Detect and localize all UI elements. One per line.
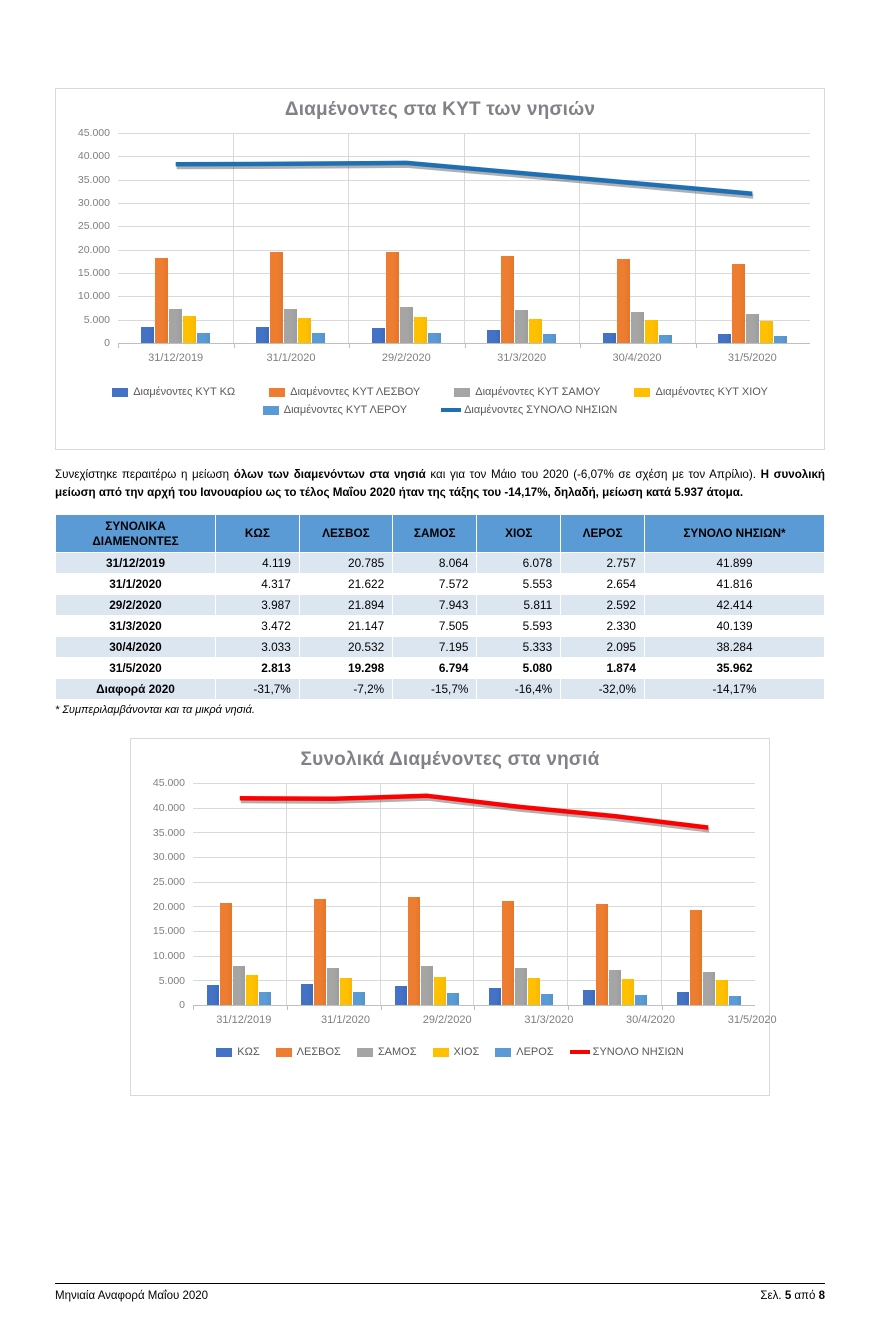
table-cell-value: 4.119 bbox=[216, 553, 300, 574]
table-cell-value: 5.080 bbox=[477, 658, 561, 679]
bar bbox=[197, 333, 210, 343]
legend-item[interactable] bbox=[357, 1046, 417, 1058]
bar bbox=[421, 966, 433, 1005]
table-cell-value: 6.078 bbox=[477, 553, 561, 574]
para-bold-1: όλων των διαμενόντων στα νησιά bbox=[233, 468, 426, 481]
table-header-row bbox=[56, 514, 825, 552]
table-cell-value: 1.874 bbox=[561, 658, 645, 679]
bar bbox=[487, 330, 500, 343]
y-axis-tick-label: 5.000 bbox=[83, 313, 110, 326]
table-row bbox=[56, 658, 825, 679]
table-cell-value: -7,2% bbox=[299, 679, 392, 700]
legend-color-swatch bbox=[634, 388, 650, 397]
bar bbox=[716, 980, 728, 1005]
bar bbox=[583, 990, 595, 1005]
bar-group bbox=[118, 133, 234, 343]
bar-groups bbox=[118, 133, 810, 343]
bar bbox=[207, 985, 219, 1005]
table-header-cell: ΛΕΣΒΟΣ bbox=[299, 514, 392, 552]
y-axis-tick-label: 10.000 bbox=[77, 290, 110, 303]
table-cell-value: -15,7% bbox=[393, 679, 477, 700]
table-cell-value: 35.962 bbox=[645, 658, 825, 679]
y-axis-tick-label: 30.000 bbox=[77, 197, 110, 209]
bar bbox=[169, 309, 182, 343]
table-cell-label: 31/5/2020 bbox=[56, 658, 216, 679]
table-cell-value: 21.147 bbox=[299, 616, 392, 637]
legend-color-swatch bbox=[433, 1048, 449, 1057]
table-cell-value: 5.593 bbox=[477, 616, 561, 637]
x-axis-tick-label: 31/1/2020 bbox=[266, 352, 316, 364]
y-axis-tick-label: 5.000 bbox=[158, 974, 185, 987]
axis-tick bbox=[465, 343, 466, 348]
legend-label: Διαμένοντες ΚΥΤ ΣΑΜΟΥ bbox=[475, 386, 601, 398]
table-cell-label: 31/12/2019 bbox=[56, 553, 216, 574]
axis-tick bbox=[193, 1005, 194, 1010]
bar bbox=[155, 258, 168, 343]
footer-left-text: Μηνιαία Αναφορά Μαΐου 2020 bbox=[55, 1290, 209, 1302]
axis-tick bbox=[287, 1005, 288, 1010]
chart-title: Συνολικά Διαμένοντες στα νησιά bbox=[300, 749, 600, 771]
chart-kyt-islands bbox=[55, 88, 825, 450]
y-axis-tick-label: 0 bbox=[179, 999, 185, 1012]
legend-item[interactable] bbox=[433, 1046, 480, 1058]
table-cell-value: 2.757 bbox=[561, 553, 645, 574]
document-page bbox=[0, 88, 880, 1096]
x-axis-tick-label: 31/3/2020 bbox=[524, 1014, 574, 1027]
x-axis-labels bbox=[118, 352, 810, 364]
legend-label: ΛΕΡΟΣ bbox=[516, 1046, 554, 1059]
bar bbox=[529, 319, 542, 344]
table-cell-label: Διαφορά 2020 bbox=[56, 679, 216, 700]
table-cell-value: -31,7% bbox=[216, 679, 300, 700]
table-cell-value: 5.333 bbox=[477, 637, 561, 658]
table-cell-value: 4.317 bbox=[216, 574, 300, 595]
footer-page-prefix: Σελ. bbox=[760, 1290, 785, 1302]
bar bbox=[635, 995, 647, 1005]
x-axis-tick-label: 31/12/2019 bbox=[216, 1014, 272, 1027]
bar bbox=[400, 307, 413, 343]
bar bbox=[327, 968, 339, 1005]
bar bbox=[543, 334, 556, 343]
y-axis-tick-label: 20.000 bbox=[152, 900, 185, 913]
bar bbox=[298, 318, 311, 343]
x-axis-tick-label: 29/2/2020 bbox=[422, 1014, 472, 1027]
y-axis-tick-label: 30.000 bbox=[152, 851, 185, 864]
chart-legend bbox=[139, 1046, 761, 1058]
bar bbox=[617, 259, 630, 343]
bar bbox=[183, 316, 196, 343]
summary-paragraph bbox=[55, 466, 825, 502]
y-axis-tick-label: 25.000 bbox=[152, 876, 185, 889]
table-cell-value: 21.894 bbox=[299, 595, 392, 616]
table-cell-label: 31/3/2020 bbox=[56, 616, 216, 637]
para-text-2: και για τον Μάιο του 2020 (-6,07% σε σχέση με τον Απρίλιο). bbox=[425, 468, 761, 481]
legend-item[interactable] bbox=[454, 386, 600, 398]
y-axis-tick-label: 40.000 bbox=[152, 802, 185, 815]
table-cell-value: 7.572 bbox=[393, 574, 477, 595]
chart-plot-area bbox=[64, 127, 816, 349]
table-cell-value: 2.592 bbox=[561, 595, 645, 616]
legend-item[interactable] bbox=[112, 386, 235, 398]
legend-item[interactable] bbox=[495, 1046, 553, 1058]
table-cell-value: 41.899 bbox=[645, 553, 825, 574]
bar-group bbox=[474, 783, 568, 1005]
bar bbox=[270, 252, 283, 343]
bar bbox=[502, 901, 514, 1005]
bar bbox=[596, 904, 608, 1005]
y-axis-tick-label: 45.000 bbox=[77, 127, 110, 139]
legend-color-swatch bbox=[269, 388, 285, 397]
chart-title: Διαμένοντες στα ΚΥΤ των νησιών bbox=[284, 99, 596, 120]
bar bbox=[515, 968, 527, 1005]
table-cell-value: 3.472 bbox=[216, 616, 300, 637]
y-axis-tick-label: 20.000 bbox=[77, 243, 110, 256]
table-cell-value: -14,17% bbox=[645, 679, 825, 700]
legend-color-swatch bbox=[495, 1048, 511, 1057]
legend-item[interactable] bbox=[263, 404, 407, 416]
x-axis-labels bbox=[193, 1014, 803, 1026]
table-cell-value: 38.284 bbox=[645, 637, 825, 658]
y-axis-tick-label: 40.000 bbox=[77, 150, 110, 163]
axis-tick bbox=[349, 343, 350, 348]
legend-label: ΣΥΝΟΛΟ ΝΗΣΙΩΝ bbox=[592, 1046, 684, 1059]
bar bbox=[541, 994, 553, 1005]
footer-current-page: 5 bbox=[784, 1290, 792, 1302]
table-row bbox=[56, 679, 825, 700]
y-axis-tick-label: 25.000 bbox=[77, 220, 110, 233]
bar bbox=[774, 336, 787, 343]
bar bbox=[732, 264, 745, 343]
table-cell-value: 2.813 bbox=[216, 658, 300, 679]
table-cell-value: 21.622 bbox=[299, 574, 392, 595]
y-axis-labels bbox=[139, 777, 191, 1012]
table-cell-value: 40.139 bbox=[645, 616, 825, 637]
legend-color-swatch bbox=[454, 388, 470, 397]
x-axis-tick-label: 31/3/2020 bbox=[497, 352, 547, 364]
footer-total-pages: 8 bbox=[818, 1290, 825, 1302]
bar bbox=[372, 328, 385, 343]
y-axis-tick-label: 45.000 bbox=[152, 777, 185, 790]
legend-label: ΣΑΜΟΣ bbox=[377, 1046, 417, 1059]
page-footer bbox=[55, 1283, 825, 1302]
bar bbox=[622, 979, 634, 1005]
legend-color-swatch bbox=[263, 406, 279, 415]
bar-group bbox=[287, 783, 381, 1005]
bar bbox=[141, 327, 154, 343]
bar-group bbox=[234, 133, 350, 343]
legend-label: Διαμένοντες ΣΥΝΟΛΟ ΝΗΣΙΩΝ bbox=[464, 404, 618, 416]
table-cell-value: 7.505 bbox=[393, 616, 477, 637]
legend-line-swatch bbox=[441, 408, 461, 412]
y-axis-tick-label: 15.000 bbox=[77, 267, 110, 279]
table-cell-label: 31/1/2020 bbox=[56, 574, 216, 595]
table-header-cell: ΣΥΝΟΛΟ ΝΗΣΙΩΝ* bbox=[645, 514, 825, 552]
bar bbox=[220, 903, 232, 1006]
bar bbox=[690, 910, 702, 1005]
table-cell-label: 30/4/2020 bbox=[56, 637, 216, 658]
bar bbox=[256, 327, 269, 343]
table-cell-value: -32,0% bbox=[561, 679, 645, 700]
table-cell-value: -16,4% bbox=[477, 679, 561, 700]
table-header-cell: ΧΙΟΣ bbox=[477, 514, 561, 552]
bar bbox=[428, 333, 441, 343]
bar bbox=[246, 975, 258, 1005]
legend-item[interactable] bbox=[441, 404, 617, 416]
legend-label: ΛΕΣΒΟΣ bbox=[296, 1046, 341, 1059]
bar bbox=[659, 335, 672, 343]
bar bbox=[501, 256, 514, 343]
table-cell-value: 20.532 bbox=[299, 637, 392, 658]
table-cell-value: 2.654 bbox=[561, 574, 645, 595]
axis-tick bbox=[234, 343, 235, 348]
bar-group bbox=[662, 783, 755, 1005]
bar bbox=[414, 317, 427, 343]
table-cell-value: 6.794 bbox=[393, 658, 477, 679]
table-row bbox=[56, 574, 825, 595]
legend-label: ΚΩΣ bbox=[237, 1046, 260, 1059]
table-cell-value: 5.553 bbox=[477, 574, 561, 595]
bar bbox=[760, 321, 773, 343]
axis-tick bbox=[474, 1005, 475, 1010]
bar bbox=[395, 986, 407, 1006]
bar bbox=[434, 977, 446, 1006]
table-body bbox=[56, 553, 825, 700]
bar bbox=[301, 984, 313, 1005]
table-cell-value: 41.816 bbox=[645, 574, 825, 595]
bar bbox=[259, 992, 271, 1006]
legend-label: Διαμένοντες ΚΥΤ ΛΕΣΒΟΥ bbox=[290, 386, 421, 398]
bar bbox=[312, 333, 325, 343]
bar bbox=[609, 970, 621, 1005]
chart-plot-area bbox=[139, 777, 761, 1012]
x-axis-tick-label: 31/1/2020 bbox=[321, 1014, 370, 1027]
legend-item[interactable] bbox=[269, 386, 420, 398]
bar bbox=[353, 992, 365, 1005]
legend-color-swatch bbox=[357, 1048, 373, 1057]
bar-group bbox=[465, 133, 581, 343]
axis-tick bbox=[580, 343, 581, 348]
table-cell-value: 8.064 bbox=[393, 553, 477, 574]
legend-item[interactable] bbox=[276, 1046, 341, 1058]
legend-color-swatch bbox=[216, 1048, 232, 1057]
table-row bbox=[56, 637, 825, 658]
table-header-cell: ΣΑΜΟΣ bbox=[393, 514, 477, 552]
table-cell-value: 20.785 bbox=[299, 553, 392, 574]
y-axis-labels bbox=[64, 127, 116, 349]
table-cell-label: 29/2/2020 bbox=[56, 595, 216, 616]
table-cell-value: 2.095 bbox=[561, 637, 645, 658]
bar-group bbox=[349, 133, 465, 343]
bar bbox=[314, 899, 326, 1006]
residents-table bbox=[55, 514, 825, 700]
legend-item[interactable] bbox=[634, 386, 767, 398]
x-axis-tick-label: 30/4/2020 bbox=[626, 1014, 675, 1027]
x-axis-tick-label: 30/4/2020 bbox=[612, 352, 662, 364]
table-cell-value: 42.414 bbox=[645, 595, 825, 616]
table-cell-value: 7.943 bbox=[393, 595, 477, 616]
table-cell-value: 19.298 bbox=[299, 658, 392, 679]
bar bbox=[631, 312, 644, 343]
bar bbox=[340, 978, 352, 1005]
bar bbox=[603, 333, 616, 344]
table-cell-value: 3.033 bbox=[216, 637, 300, 658]
bar bbox=[515, 310, 528, 343]
y-axis-tick-label: 35.000 bbox=[152, 826, 185, 839]
table-cell-value: 7.195 bbox=[393, 637, 477, 658]
y-axis-tick-label: 35.000 bbox=[77, 173, 110, 186]
table-cell-value: 2.330 bbox=[561, 616, 645, 637]
axis-tick bbox=[696, 343, 697, 348]
table-row bbox=[56, 616, 825, 637]
legend-item[interactable] bbox=[570, 1046, 684, 1058]
bar bbox=[729, 996, 741, 1005]
axis-tick bbox=[118, 343, 119, 348]
legend-color-swatch bbox=[112, 388, 128, 397]
legend-item[interactable] bbox=[216, 1046, 259, 1058]
table-cell-value: 3.987 bbox=[216, 595, 300, 616]
bar-groups bbox=[193, 783, 755, 1005]
bar bbox=[284, 309, 297, 343]
y-axis-tick-label: 0 bbox=[104, 337, 110, 349]
bar bbox=[703, 972, 715, 1006]
table-header-cell: ΛΕΡΟΣ bbox=[561, 514, 645, 552]
table-footnote: * Συμπεριλαμβάνονται και τα μικρά νησιά. bbox=[55, 704, 255, 717]
chart-legend bbox=[64, 386, 816, 416]
legend-label: Διαμένοντες ΚΥΤ ΛΕΡΟΥ bbox=[283, 404, 408, 416]
bar bbox=[233, 966, 245, 1006]
table-header-cell: ΚΩΣ bbox=[216, 514, 300, 552]
bar bbox=[408, 897, 420, 1005]
legend-label: Διαμένοντες ΚΥΤ ΚΩ bbox=[133, 386, 236, 398]
bar-group bbox=[696, 133, 811, 343]
table-cell-value: 5.811 bbox=[477, 595, 561, 616]
bar bbox=[386, 252, 399, 343]
bar bbox=[746, 314, 759, 343]
bar bbox=[447, 993, 459, 1006]
table-row bbox=[56, 595, 825, 616]
bar-group bbox=[580, 133, 696, 343]
x-axis-tick-label: 31/5/2020 bbox=[727, 1014, 777, 1027]
table-header-cell: ΣΥΝΟΛΙΚΑ ΔΙΑΜΕΝΟΝΤΕΣ bbox=[56, 514, 216, 552]
y-axis-tick-label: 10.000 bbox=[152, 950, 185, 963]
x-axis-tick-label: 31/12/2019 bbox=[148, 352, 204, 364]
footer-page-number bbox=[760, 1290, 825, 1302]
table-row bbox=[56, 553, 825, 574]
bar-group bbox=[381, 783, 475, 1005]
axis-tick bbox=[568, 1005, 569, 1010]
bar-group bbox=[568, 783, 662, 1005]
legend-line-swatch bbox=[570, 1050, 590, 1054]
footer-page-mid: από bbox=[791, 1290, 819, 1302]
bar bbox=[489, 988, 501, 1005]
bar bbox=[645, 320, 658, 343]
axis-tick bbox=[381, 1005, 382, 1010]
bar bbox=[718, 334, 731, 343]
legend-label: ΧΙΟΣ bbox=[453, 1046, 480, 1059]
axis-tick bbox=[662, 1005, 663, 1010]
x-axis-tick-label: 29/2/2020 bbox=[381, 352, 431, 364]
legend-label: Διαμένοντες ΚΥΤ ΧΙΟΥ bbox=[655, 386, 768, 398]
y-axis-tick-label: 15.000 bbox=[152, 925, 185, 938]
para-bold-2: Η συνολική μείωση από την αρχή του Ιανουαρίου ως το τέλος Μαΐου 2020 ήταν της τάξης του -14,17%, δηλαδή, μείωση κατά 5.937 άτομα. bbox=[55, 468, 826, 499]
bar-group bbox=[193, 783, 287, 1005]
legend-color-swatch bbox=[276, 1048, 292, 1057]
chart-total-islands bbox=[130, 738, 777, 1096]
bar bbox=[528, 978, 540, 1006]
x-axis-tick-label: 31/5/2020 bbox=[727, 352, 777, 364]
bar bbox=[677, 992, 689, 1006]
para-text-1: Συνεχίστηκε περαιτέρω η μείωση bbox=[55, 468, 234, 481]
